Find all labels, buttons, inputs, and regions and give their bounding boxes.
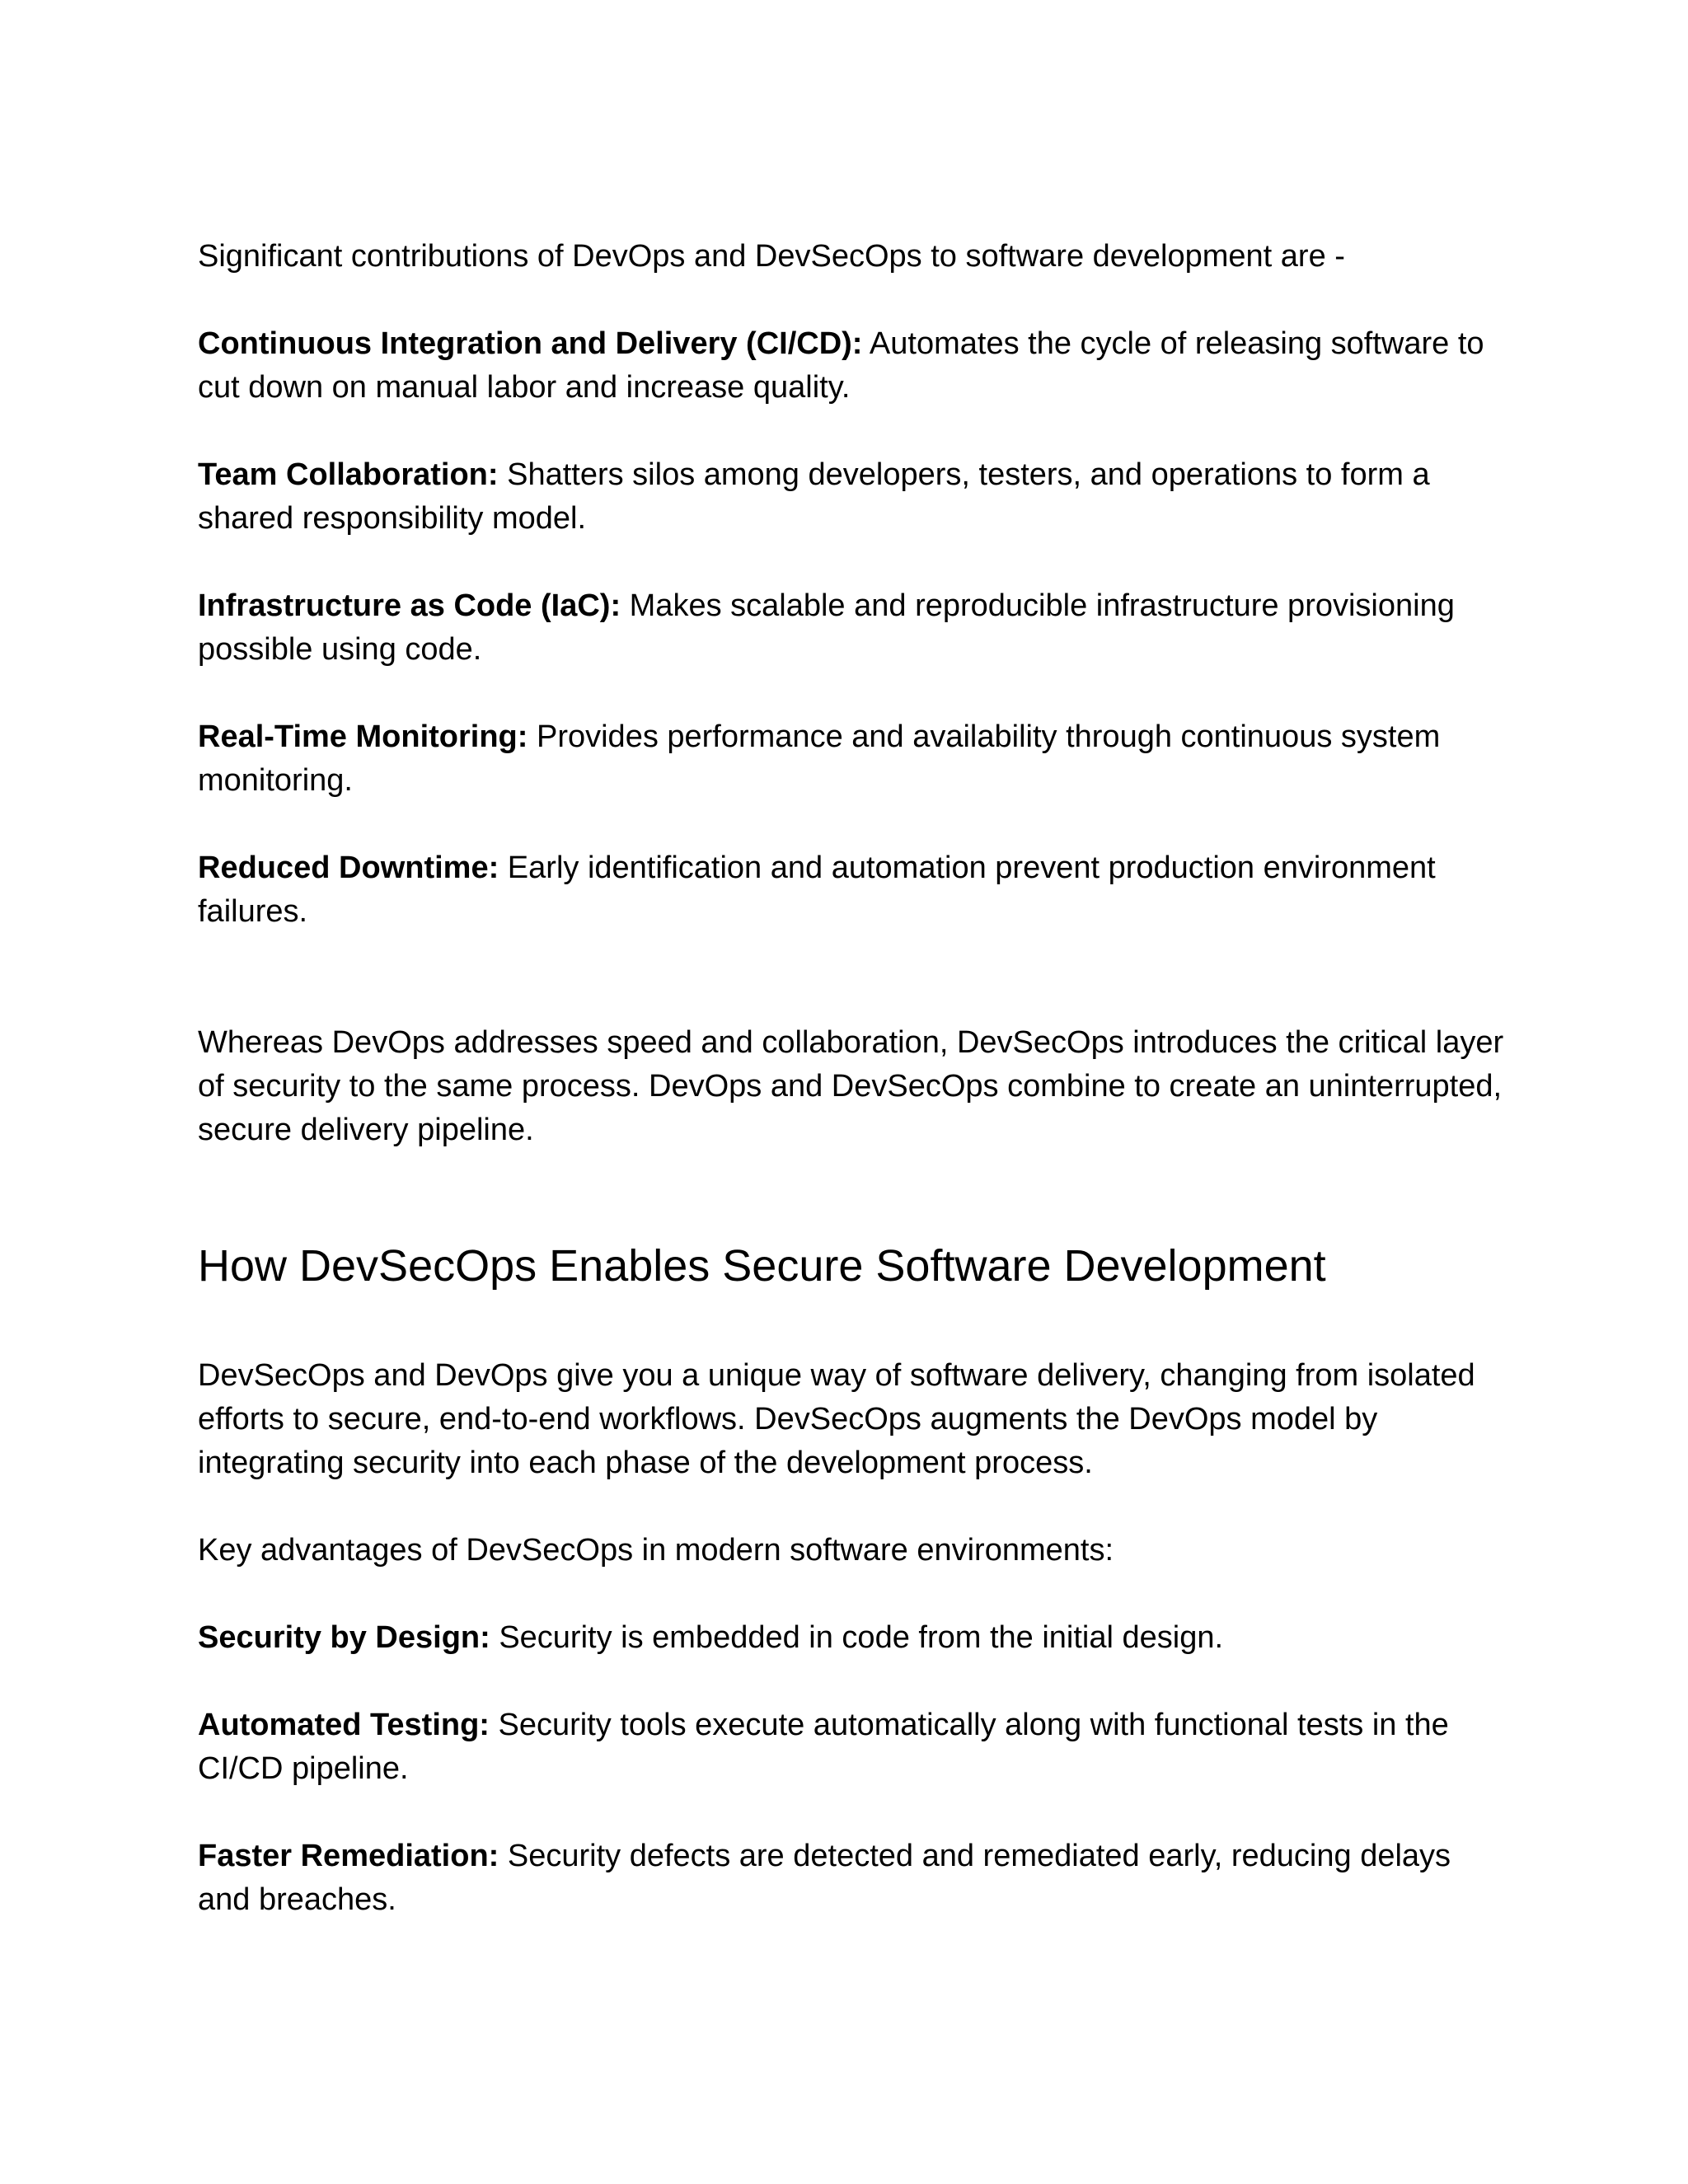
document-page [198, 235, 1508, 1922]
contribution-term: Reduced Downtime: [198, 851, 499, 885]
advantage-item-faster-remediation [198, 1835, 1508, 1922]
advantage-text: Security defects are detected and remediated early, reducing delays and breaches. [198, 1839, 1451, 1917]
contribution-term: Infrastructure as Code (IaC): [198, 588, 621, 623]
advantage-item-automated-testing [198, 1704, 1508, 1791]
contribution-text: Shatters silos among developers, testers, and operations to form a shared responsibility model. [198, 457, 1430, 536]
contribution-text: Early identification and automation prevent production environment failures. [198, 851, 1436, 929]
contribution-item-monitoring [198, 715, 1508, 803]
contribution-term: Real-Time Monitoring: [198, 719, 528, 754]
contribution-item-cicd [198, 322, 1508, 410]
section-intro-paragraph: DevSecOps and DevOps give you a unique way of software delivery, changing from isolated efforts to secure, end-to-end workflows. DevSecOps augments the DevOps model by integrating security into each phase of the development process. [198, 1358, 1475, 1480]
advantage-text: Security is embedded in code from the initial design. [490, 1620, 1224, 1655]
contribution-text: Makes scalable and reproducible infrastructure provisioning possible using code. [198, 588, 1455, 667]
contribution-item-iac [198, 584, 1508, 672]
contribution-item-downtime [198, 846, 1508, 934]
section-heading: How DevSecOps Enables Secure Software Development [198, 1241, 1326, 1291]
advantage-term: Faster Remediation: [198, 1839, 499, 1873]
contribution-term: Continuous Integration and Delivery (CI/CD): [198, 326, 863, 361]
advantage-item-security-by-design [198, 1616, 1508, 1660]
contribution-item-collaboration [198, 453, 1508, 541]
summary-paragraph: Whereas DevOps addresses speed and collaboration, DevSecOps introduces the critical layer of security to the same process. DevOps and DevSecOps combine to create an uninterrupted, secure delivery pipeline. [198, 1025, 1504, 1147]
advantage-term: Automated Testing: [198, 1708, 490, 1742]
contribution-text: Provides performance and availability through continuous system monitoring. [198, 719, 1441, 798]
contribution-text: Automates the cycle of releasing software to cut down on manual labor and increase quality. [198, 326, 1484, 405]
advantages-intro: Key advantages of DevSecOps in modern software environments: [198, 1533, 1114, 1568]
advantage-term: Security by Design: [198, 1620, 490, 1655]
advantage-text: Security tools execute automatically along with functional tests in the CI/CD pipeline. [198, 1708, 1449, 1786]
intro-paragraph: Significant contributions of DevOps and DevSecOps to software development are - [198, 239, 1345, 274]
contribution-term: Team Collaboration: [198, 457, 499, 492]
